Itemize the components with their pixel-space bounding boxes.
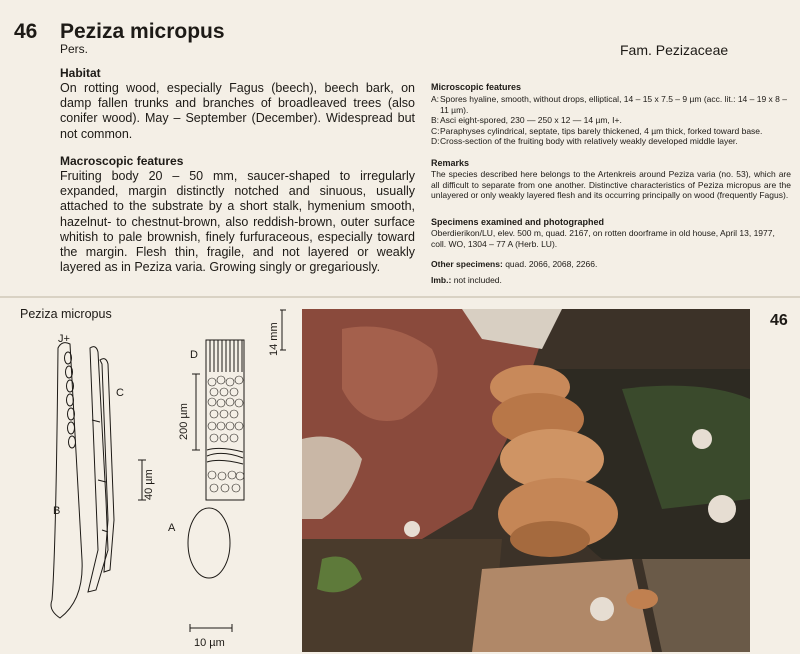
spore-drawing xyxy=(188,508,230,578)
microscopic-text: Asci eight-spored, 230 — 250 x 12 — 14 µm, I+. xyxy=(440,115,622,125)
microscopic-key: D: xyxy=(431,136,440,146)
habitat-text: On rotting wood, especially Fagus (beech), beech bark, on damp fallen trunks and branches of broadleaved trees (also conifer wood). May – September (December). Widespread but not common. xyxy=(60,81,415,141)
paraphysis-septa xyxy=(92,420,108,532)
macroscopic-heading: Macroscopic features xyxy=(60,154,184,168)
imb-label: Imb.: xyxy=(431,275,452,285)
label-scale-10um: 10 µm xyxy=(194,637,225,649)
imb-text: not included. xyxy=(453,275,502,285)
other-specimens-text: quad. 2066, 2068, 2266. xyxy=(505,259,598,269)
other-specimens xyxy=(431,259,791,270)
microscopic-item-c xyxy=(431,126,791,137)
label-c: C xyxy=(116,387,124,399)
other-specimens-label: Other specimens: xyxy=(431,259,503,269)
specimens-text: Oberdierikon/LU, elev. 500 m, quad. 2167, on rotten doorframe in old house, April 13, 1977, coll. WO, 1304 – 77 A (Herb. LU). xyxy=(431,228,775,249)
macroscopic-text: Fruiting body 20 – 50 mm, saucer-shaped to irregularly expanded, margin distinctly notched and sinuous, usually attached to the substrate by a short stalk, hymenium smooth, hazelnut- to chestnut-brown, also reddish-brown, outer surface whitish to pale brownish, finely furfuraceous, especially toward the margin. Flesh thin, fragile, and not layered or weakly layered as in Peziza varia. Growing singly or gregariously. xyxy=(60,169,415,275)
imb-line xyxy=(431,275,791,286)
remarks-text: The species described here belongs to the Artenkreis around Peziza varia (no. 53), which are all difficult to separate from one another. Distinctive characteristics of Peziza micropus are the unlayered or only weakly layered flesh and its occurring principally on wood (frequently Fagus). xyxy=(431,169,791,200)
paraphysis-2 xyxy=(100,359,114,572)
habitat-heading: Habitat xyxy=(60,66,101,80)
species-number: 46 xyxy=(14,20,38,43)
plate-number: 46 xyxy=(770,312,788,329)
label-d: D xyxy=(190,349,198,361)
microscopic-text: Spores hyaline, smooth, without drops, elliptical, 14 – 15 x 7.5 – 9 µm (acc. lit.: 14 – 19 x 8 – 11 µm). xyxy=(440,94,787,115)
microscopic-heading: Microscopic features xyxy=(431,82,522,92)
figure-caption: Peziza micropus xyxy=(20,307,112,321)
page-divider xyxy=(0,296,800,298)
microscopic-item-d xyxy=(431,136,791,147)
species-author: Pers. xyxy=(60,42,89,56)
microscopic-key: B: xyxy=(431,115,440,125)
family-name: Fam. Pezizaceae xyxy=(620,42,729,58)
label-j: J+ xyxy=(58,333,70,345)
label-scale-200um: 200 µm xyxy=(178,403,190,440)
microscopic-text: Paraphyses cylindrical, septate, tips barely thickened, 4 µm thick, forked toward base. xyxy=(440,125,763,136)
microscopic-key: A: xyxy=(431,94,440,104)
scale-bar-14mm xyxy=(280,310,286,350)
microscopic-list xyxy=(431,94,791,147)
label-b: B xyxy=(53,505,61,517)
section-middle-layer xyxy=(207,448,243,464)
label-scale-40um: 40 µm xyxy=(143,469,155,500)
label-scale-14mm: 14 mm xyxy=(268,322,280,356)
microscopic-key: C: xyxy=(431,125,440,136)
remarks-heading: Remarks xyxy=(431,158,470,168)
microscopic-item-b xyxy=(431,115,791,126)
ascus-spores xyxy=(65,352,76,448)
section-cells xyxy=(208,376,243,442)
microscopic-text: Cross-section of the fruiting body with relatively weakly developed middle layer. xyxy=(440,136,738,146)
scale-bar-10um xyxy=(190,624,232,632)
specimens-heading: Specimens examined and photographed xyxy=(431,217,605,227)
label-a: A xyxy=(168,522,176,534)
microscopic-item-a xyxy=(431,94,791,115)
section-outer-cells xyxy=(208,471,244,492)
species-title: Peziza micropus xyxy=(60,20,225,43)
specimen-photo xyxy=(302,309,750,652)
scale-bar-200um xyxy=(192,374,200,450)
section-hymenium xyxy=(210,340,242,372)
microscopy-drawing xyxy=(0,300,300,654)
